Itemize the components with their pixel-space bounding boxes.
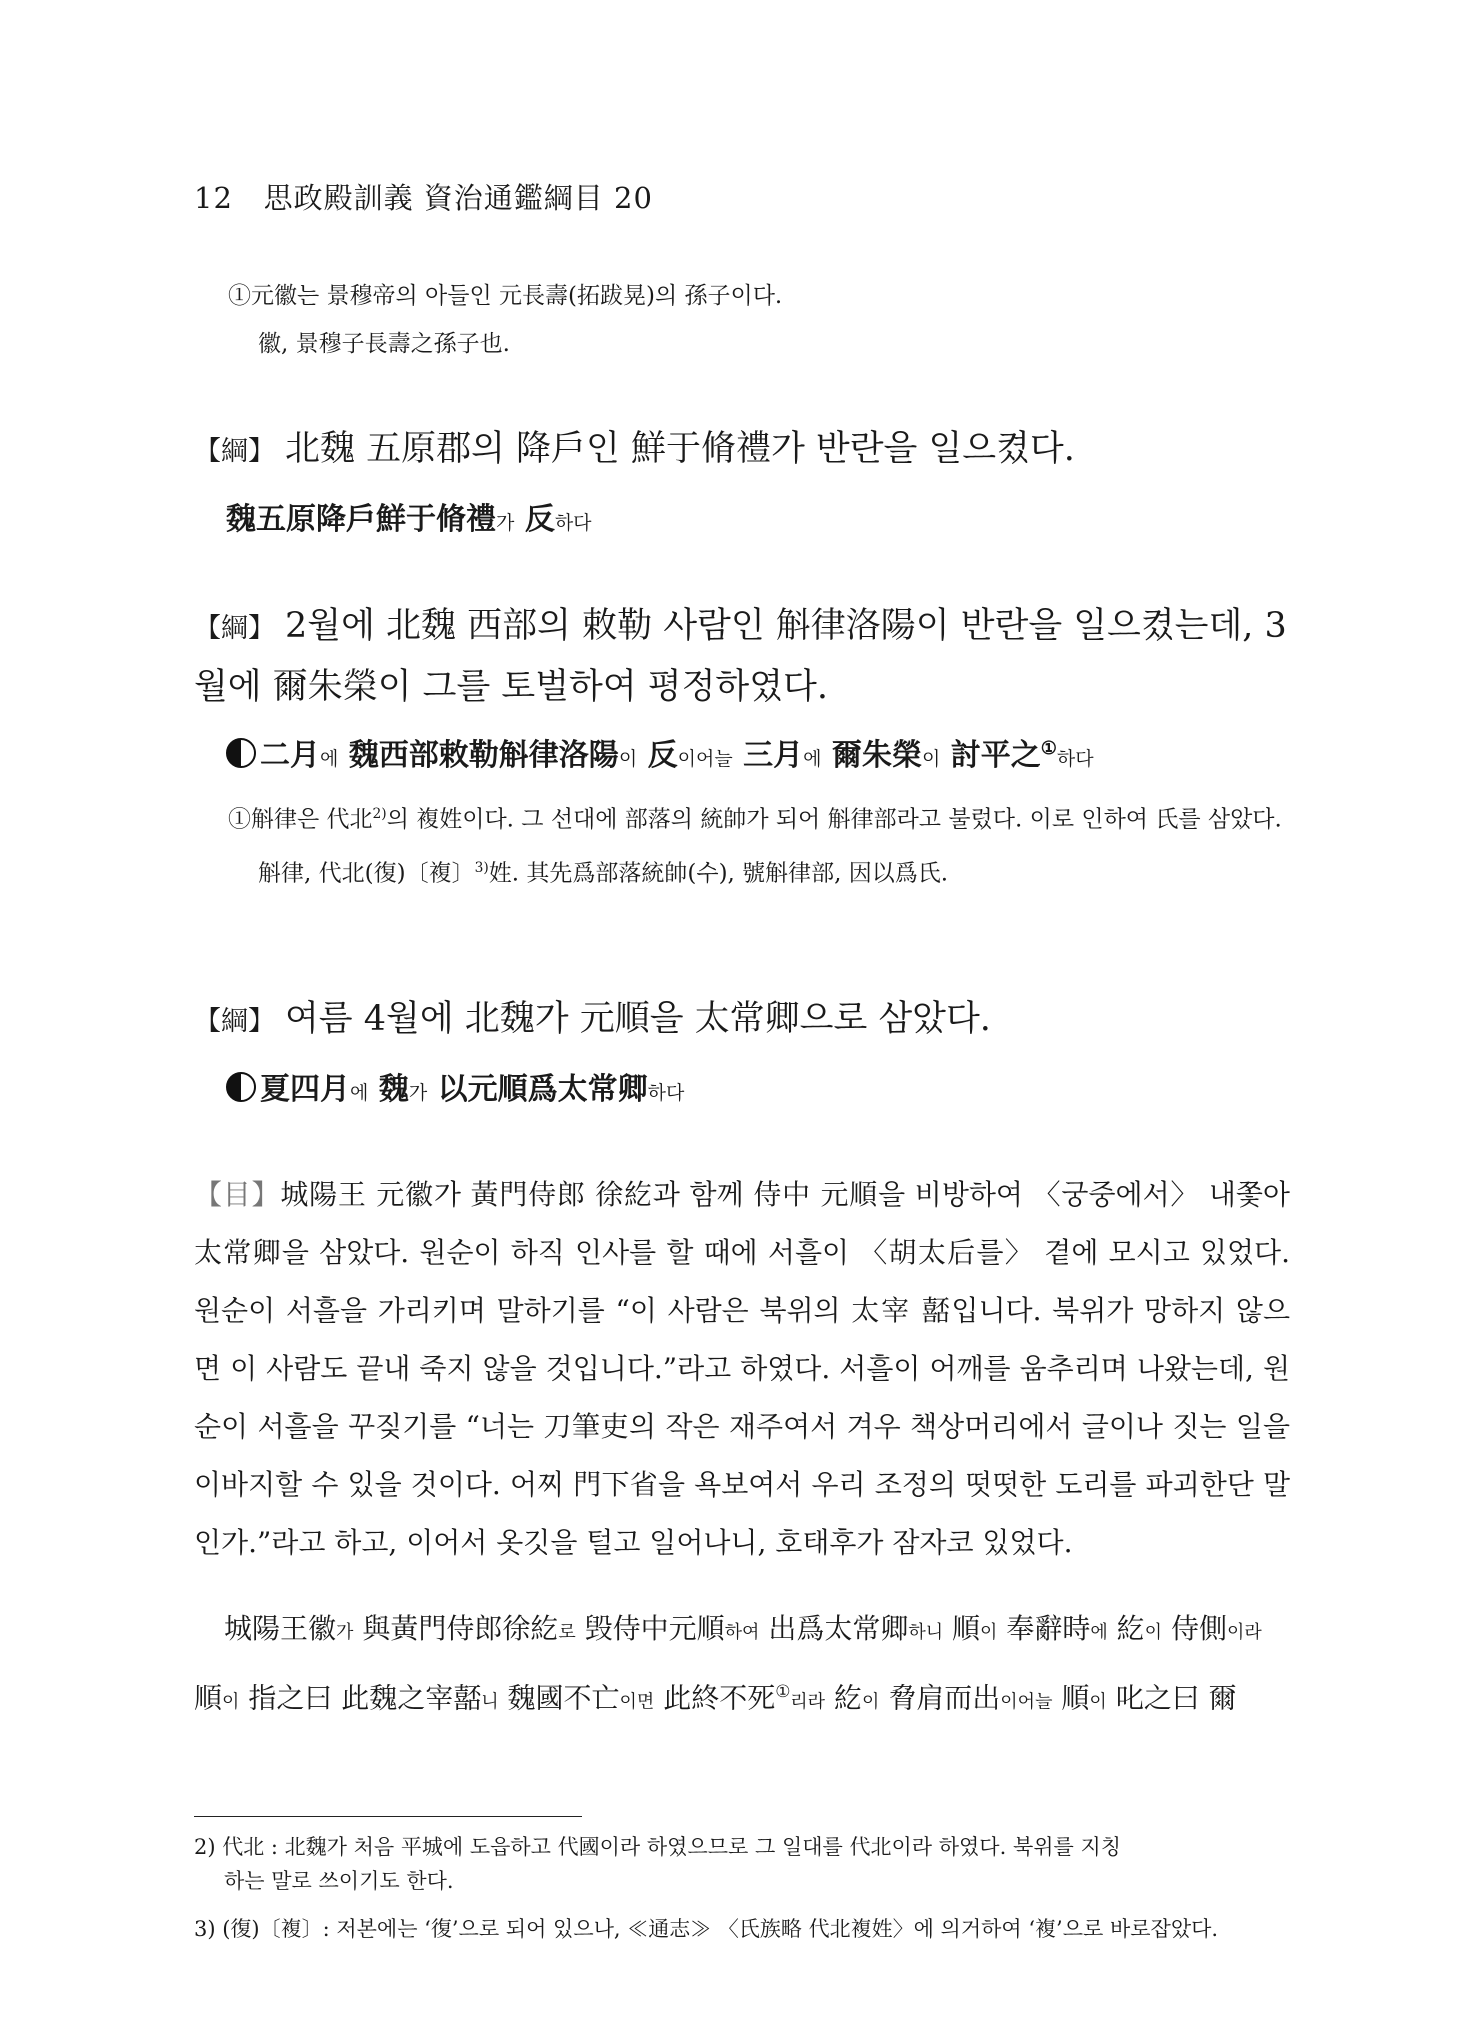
source-text: 順 [1061, 1681, 1090, 1715]
gang-tag: 【綱】 [194, 613, 275, 644]
gang-entry-3 [194, 990, 1294, 1051]
gang-korean: 여름 4월에 北魏가 元順을 太常卿으로 삼았다. [285, 999, 991, 1039]
source-text: 脅肩而出 [888, 1681, 1001, 1715]
particle: 이 [1144, 1622, 1163, 1643]
particle: 로 [558, 1622, 576, 1643]
particle: 가 [336, 1622, 354, 1643]
gang-korean: 2월에 北魏 西部의 敕勒 사람인 斛律洛陽이 반란을 일으켰는데, 3월에 爾朱榮이 그를 토벌하여 평정하였다. [194, 606, 1287, 707]
gang-source-3 [226, 1064, 1480, 1108]
particle: 리라 [790, 1691, 826, 1713]
source-text: 三月 [743, 738, 804, 773]
particle: 에 [350, 1082, 369, 1104]
footnote-3 [194, 1912, 1290, 1946]
particle: 이 [222, 1691, 240, 1713]
particle: 이 [1089, 1691, 1107, 1713]
footnote-ref: 2) [372, 806, 387, 822]
source-text: 紇 [1116, 1612, 1145, 1645]
source-text: 叱之曰 爾 [1115, 1681, 1237, 1715]
source-text: 魏西部敕勒斛律洛陽 [348, 738, 619, 773]
source-text: 反 [647, 738, 678, 773]
source-text: 紇 [833, 1681, 862, 1715]
particle: 이 [861, 1691, 880, 1713]
mok-entry [194, 1166, 1290, 1572]
page-number: 12 [194, 181, 233, 215]
gang-tag: 【綱】 [194, 1006, 275, 1037]
note-original: 徽, 景穆子長壽之孫子也. [258, 331, 510, 357]
half-circle-icon [226, 1072, 256, 1102]
particle: 하니 [908, 1622, 944, 1643]
gang-tag: 【綱】 [194, 436, 275, 467]
source-text: 順 [194, 1681, 223, 1715]
source-text: 奉辭時 [1006, 1612, 1091, 1645]
source-text: 城陽王徽 [224, 1612, 337, 1645]
source-text: 魏 [378, 1072, 409, 1107]
footnote-divider [194, 1816, 582, 1817]
particle: 이라 [1226, 1622, 1262, 1643]
particle: 에 [320, 748, 339, 770]
mok-source [194, 1600, 1290, 1731]
footnote-ref: 3) [474, 859, 489, 876]
annotation-1 [228, 272, 1288, 368]
source-text: 毁侍中元順 [584, 1612, 725, 1645]
book-title: 思政殿訓義 資治通鑑綱目 20 [263, 181, 653, 215]
page-header [194, 176, 1480, 217]
particle: 하다 [647, 1082, 685, 1104]
note-korean: 元徽는 景穆帝의 아들인 元長壽(拓跋晃)의 孫子이다. [251, 283, 783, 309]
source-text: 反 [524, 502, 555, 537]
footnote-text: 3) (復)〔複〕: 저본에는 ‘復’으로 되어 있으나, ≪通志≫ 〈氏族略 代北複姓〉에 의거하여 ‘複’으로 바로잡았다. [194, 1917, 1219, 1941]
source-text: 魏五原降戶鮮于脩禮 [226, 502, 496, 537]
source-text: 以元順爲太常卿 [437, 1072, 648, 1107]
note-marker: ① [228, 283, 251, 309]
particle: 이 [980, 1622, 998, 1643]
source-text: 指之曰 此魏之宰嚭 [248, 1681, 482, 1715]
footnote-text: 하는 말로 쓰이기도 한다. [224, 1869, 454, 1893]
source-text: 二月 [260, 738, 320, 773]
footnote-text: 2) 代北 : 北魏가 처음 平城에 도읍하고 代國이라 하였으므로 그 일대를 代北이라 하였다. 북위를 지칭 [194, 1835, 1122, 1859]
particle: 이어늘 [677, 748, 733, 770]
note-korean: 의 複姓이다. 그 선대에 部落의 統帥가 되어 斛律部라고 불렀다. 이로 인하여 氏를 삼았다. [386, 806, 1282, 833]
gang-source-1 [226, 494, 1480, 538]
note-original: 姓. 其先爲部落統帥(수), 號斛律部, 因以爲氏. [488, 860, 949, 887]
particle: 하다 [554, 512, 592, 534]
source-text: 順 [952, 1612, 981, 1645]
particle: 에 [803, 748, 822, 770]
source-text: 爾朱榮 [831, 738, 922, 773]
particle: 이면 [619, 1691, 655, 1713]
gang-korean: 北魏 五原郡의 降戶인 鮮于脩禮가 반란을 일으켰다. [285, 429, 1075, 469]
particle: 하다 [1056, 748, 1094, 770]
source-text: 魏國不亡 [507, 1681, 620, 1715]
note-ref: ① [775, 1681, 791, 1701]
source-text: 夏四月 [260, 1072, 350, 1107]
particle: 가 [408, 1082, 428, 1104]
gang-source-2 [226, 730, 1480, 774]
footnote-2 [194, 1830, 1290, 1898]
particle: 하여 [724, 1622, 760, 1643]
source-text: 侍側 [1170, 1612, 1227, 1645]
source-text: 與黃門侍郎徐紇 [362, 1612, 559, 1645]
gang-entry-1 [194, 420, 1294, 481]
particle: 에 [1090, 1622, 1108, 1643]
particle: 니 [481, 1691, 499, 1713]
particle: 가 [496, 512, 515, 534]
particle: 이 [618, 748, 638, 770]
source-text: 討平之 [950, 738, 1041, 773]
note-ref: ① [1040, 738, 1057, 759]
source-text: 出爲太常卿 [768, 1612, 909, 1645]
source-text: 此終不死 [663, 1681, 776, 1715]
mok-korean: 城陽王 元徽가 黃門侍郎 徐紇과 함께 侍中 元順을 비방하여 〈궁중에서〉 내쫓아 太常卿을 삼았다. 원순이 하직 인사를 할 때에 서흘이 〈胡太后를〉 곁에 모시고 있었다. 원순이 서흘을 가리키며 말하기를 “이 사람은 북위의 太宰 嚭입니다. 북위가 망하지 않으면 이 사람도 끝내 죽지 않을 것입니다.”라고 하였다. 서흘이 어깨를 움추리며 나왔는데, 원순이 서흘을 꾸짖기를 “너는 刀筆吏의 작은 재주여서 겨우 책상머리에서 글이나 짓는 일을 이바지할 수 있을 것이다. 어찌 門下省을 욕보여서 우리 조정의 떳떳한 도리를 파괴한단 말인가.”라고 하고, 이어서 옷깃을 털고 일어나니, 호태후가 잠자코 있었다. [194, 1178, 1290, 1559]
note-korean: 斛律은 代北 [251, 806, 373, 833]
particle: 이어늘 [1000, 1691, 1053, 1713]
annotation-2 [228, 790, 1288, 897]
mok-tag: 【目】 [194, 1178, 281, 1211]
particle: 이 [921, 748, 941, 770]
note-marker: ① [228, 806, 251, 833]
half-circle-icon [226, 738, 256, 768]
note-original: 斛律, 代北(復)〔複〕 [258, 860, 475, 887]
gang-entry-2 [194, 597, 1294, 716]
